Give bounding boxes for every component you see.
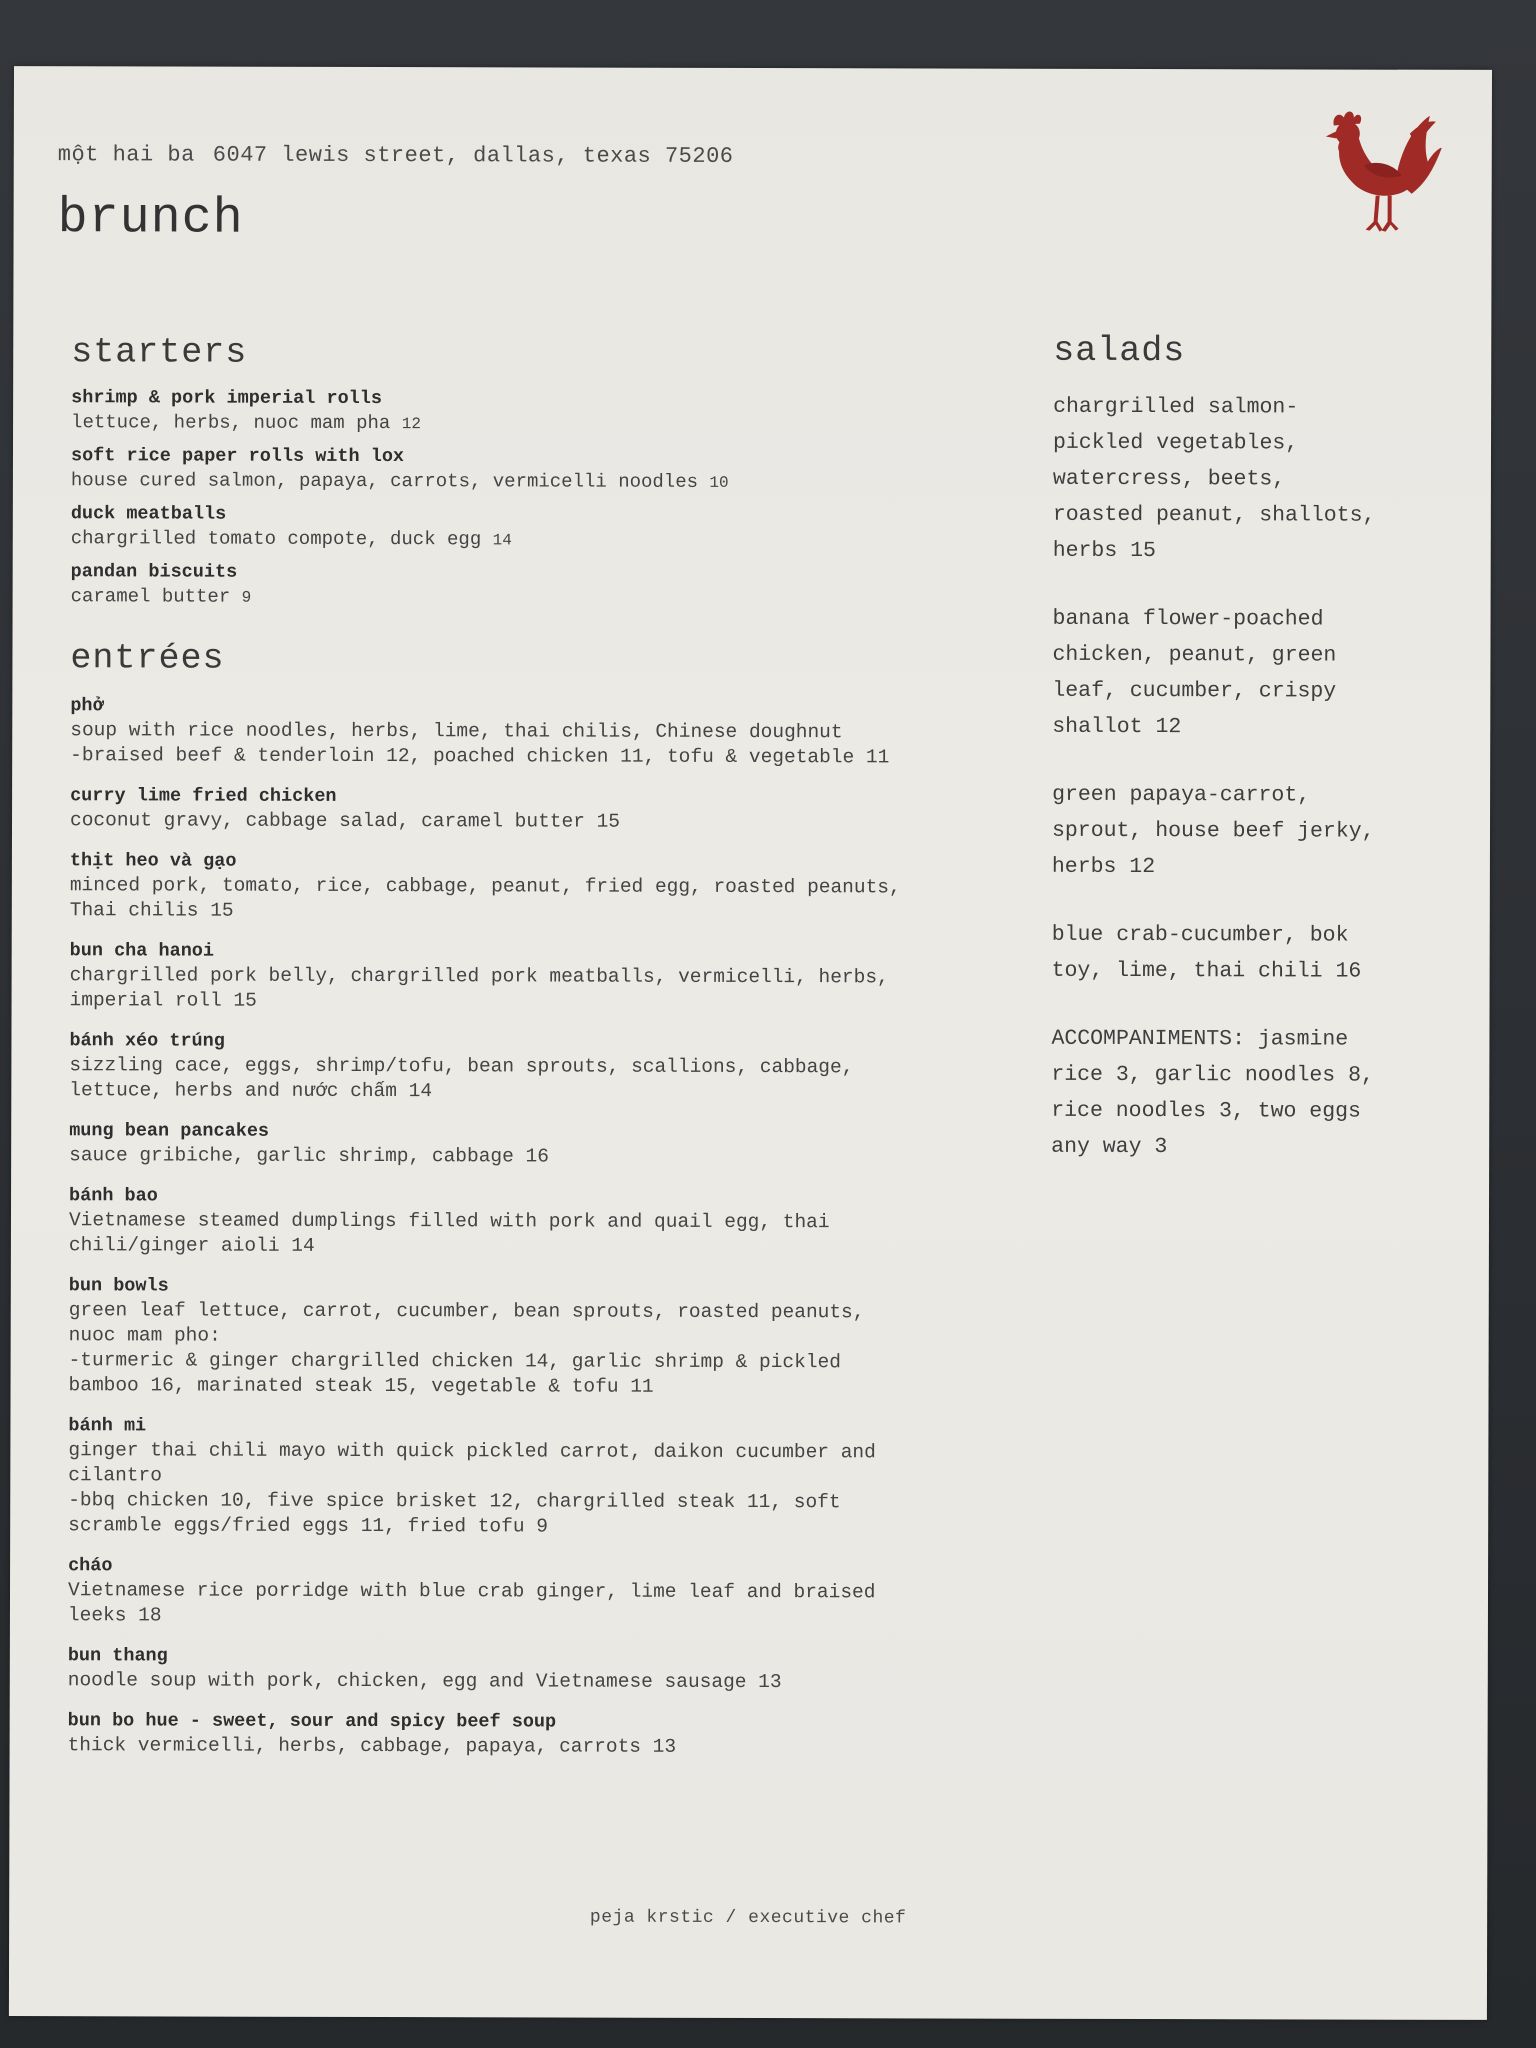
entree-item: [70, 784, 1030, 836]
item-description: sizzling cace, eggs, shrimp/tofu, bean sprouts, scallions, cabbage, lettuce, herbs and nước chấm 14: [69, 1054, 854, 1103]
item-name: duck meatballs: [70, 503, 227, 525]
item-description: caramel butter: [70, 585, 231, 608]
entree-item: [70, 694, 1030, 771]
salad-item: green papaya-carrot, sprout, house beef jerky, herbs 12: [1051, 782, 1375, 880]
item-name: curry lime fried chicken: [70, 785, 337, 807]
salad-item: chargrilled salmon- pickled vegetables, watercress, beets, roasted peanut, shallots, herbs 15: [1052, 394, 1376, 564]
starters-heading: starters: [71, 332, 248, 373]
item-description: coconut gravy, cabbage salad, caramel butter 15: [69, 809, 621, 833]
page-title: brunch: [57, 190, 244, 248]
entree-item: [68, 1644, 1028, 1696]
entree-item: [69, 1184, 1029, 1261]
item-price: 9: [241, 588, 252, 607]
item-description: soup with rice noodles, herbs, lime, thai chilis, Chinese doughnut -braised beef & tenderloin 12, poached chicken 11, tofu & vegetable 11: [70, 719, 890, 769]
item-name: soft rice paper rolls with lox: [70, 445, 405, 468]
entree-item: [70, 939, 1030, 1016]
item-name: bun thang: [67, 1645, 168, 1667]
left-column: [68, 332, 1032, 1777]
entree-item: [68, 1414, 1028, 1541]
salad-item: blue crab-cucumber, bok toy, lime, thai chili 16: [1051, 922, 1362, 984]
item-description: Vietnamese steamed dumplings filled with pork and quail egg, thai chili/ginger aioli 14: [68, 1209, 830, 1257]
item-description: thick vermicelli, herbs, cabbage, papaya, carrots 13: [67, 1734, 677, 1758]
entree-item: [69, 1119, 1029, 1171]
item-name: bánh mi: [68, 1415, 147, 1437]
item-name: bun bowls: [68, 1275, 169, 1297]
salads-heading: salads: [1053, 330, 1186, 372]
entree-item: [68, 1709, 1028, 1761]
starter-item: [71, 502, 1031, 555]
salad-item: banana flower-poached chicken, peanut, green leaf, cucumber, crispy shallot 12: [1052, 606, 1337, 740]
item-description: chargrilled pork belly, chargrilled pork meatballs, vermicelli, herbs, imperial roll 15: [69, 964, 889, 1012]
starter-item: [71, 444, 1031, 497]
entree-item: [68, 1554, 1028, 1631]
item-description: sauce gribiche, garlic shrimp, cabbage 16: [69, 1144, 549, 1168]
entrees-heading: entrées: [70, 638, 225, 679]
item-name: pandan biscuits: [70, 561, 238, 583]
item-name: shrimp & pork imperial rolls: [71, 387, 383, 410]
chef-credit: peja krstic / executive chef: [589, 1907, 907, 1929]
item-name: thịt heo và gạo: [69, 850, 237, 872]
restaurant-name: một hai ba: [57, 142, 195, 168]
restaurant-address: 6047 lewis street, dallas, texas 75206: [212, 142, 734, 169]
entree-item: [70, 849, 1030, 926]
item-name: phở: [70, 695, 104, 717]
item-description: lettuce, herbs, nuoc mam pha: [71, 411, 391, 435]
item-name: bun bo hue - sweet, sour and spicy beef soup: [67, 1710, 557, 1733]
item-description: ginger thai chili mayo with quick pickled carrot, daikon cucumber and cilantro -bbq chicken 10, five spice brisket 12, chargrilled steak 11, soft scramble eggs/fried eggs 11, fried tofu 9: [68, 1439, 876, 1538]
menu-page: [9, 66, 1492, 2020]
item-description: Vietnamese rice porridge with blue crab ginger, lime leaf and braised leeks 18: [67, 1579, 876, 1627]
item-name: cháo: [68, 1555, 113, 1577]
accompaniments: ACCOMPANIMENTS: jasmine rice 3, garlic noodles 8, rice noodles 3, two eggs any way 3: [1051, 1026, 1374, 1160]
item-name: bánh xéo trúng: [69, 1030, 225, 1052]
item-price: 10: [709, 473, 729, 492]
entree-item: [69, 1029, 1029, 1106]
item-description: house cured salmon, papaya, carrots, vermicelli noodles: [70, 469, 699, 493]
item-description: noodle soup with pork, chicken, egg and Vietnamese sausage 13: [67, 1669, 782, 1694]
right-column: [1051, 331, 1463, 1198]
item-price: 14: [492, 531, 512, 550]
item-description: chargrilled tomato compote, duck egg: [70, 527, 482, 551]
item-description: green leaf lettuce, carrot, cucumber, bean sprouts, roasted peanuts, nuoc mam pho: -turmeric & ginger chargrilled chicken 14, garlic shrimp & pickled bamboo 16, marinated steak 15, vegetable & tofu 11: [68, 1299, 865, 1398]
item-description: minced pork, tomato, rice, cabbage, peanut, fried egg, roasted peanuts, Thai chilis 15: [69, 874, 901, 922]
header-line: [58, 142, 734, 169]
starter-item: [71, 560, 1031, 613]
item-name: mung bean pancakes: [69, 1120, 270, 1142]
item-name: bánh bao: [69, 1185, 158, 1207]
entree-item: [69, 1274, 1029, 1401]
rooster-icon: [1324, 103, 1442, 243]
item-price: 12: [401, 415, 421, 434]
starter-item: [71, 386, 1031, 439]
item-name: bun cha hanoi: [69, 940, 215, 962]
